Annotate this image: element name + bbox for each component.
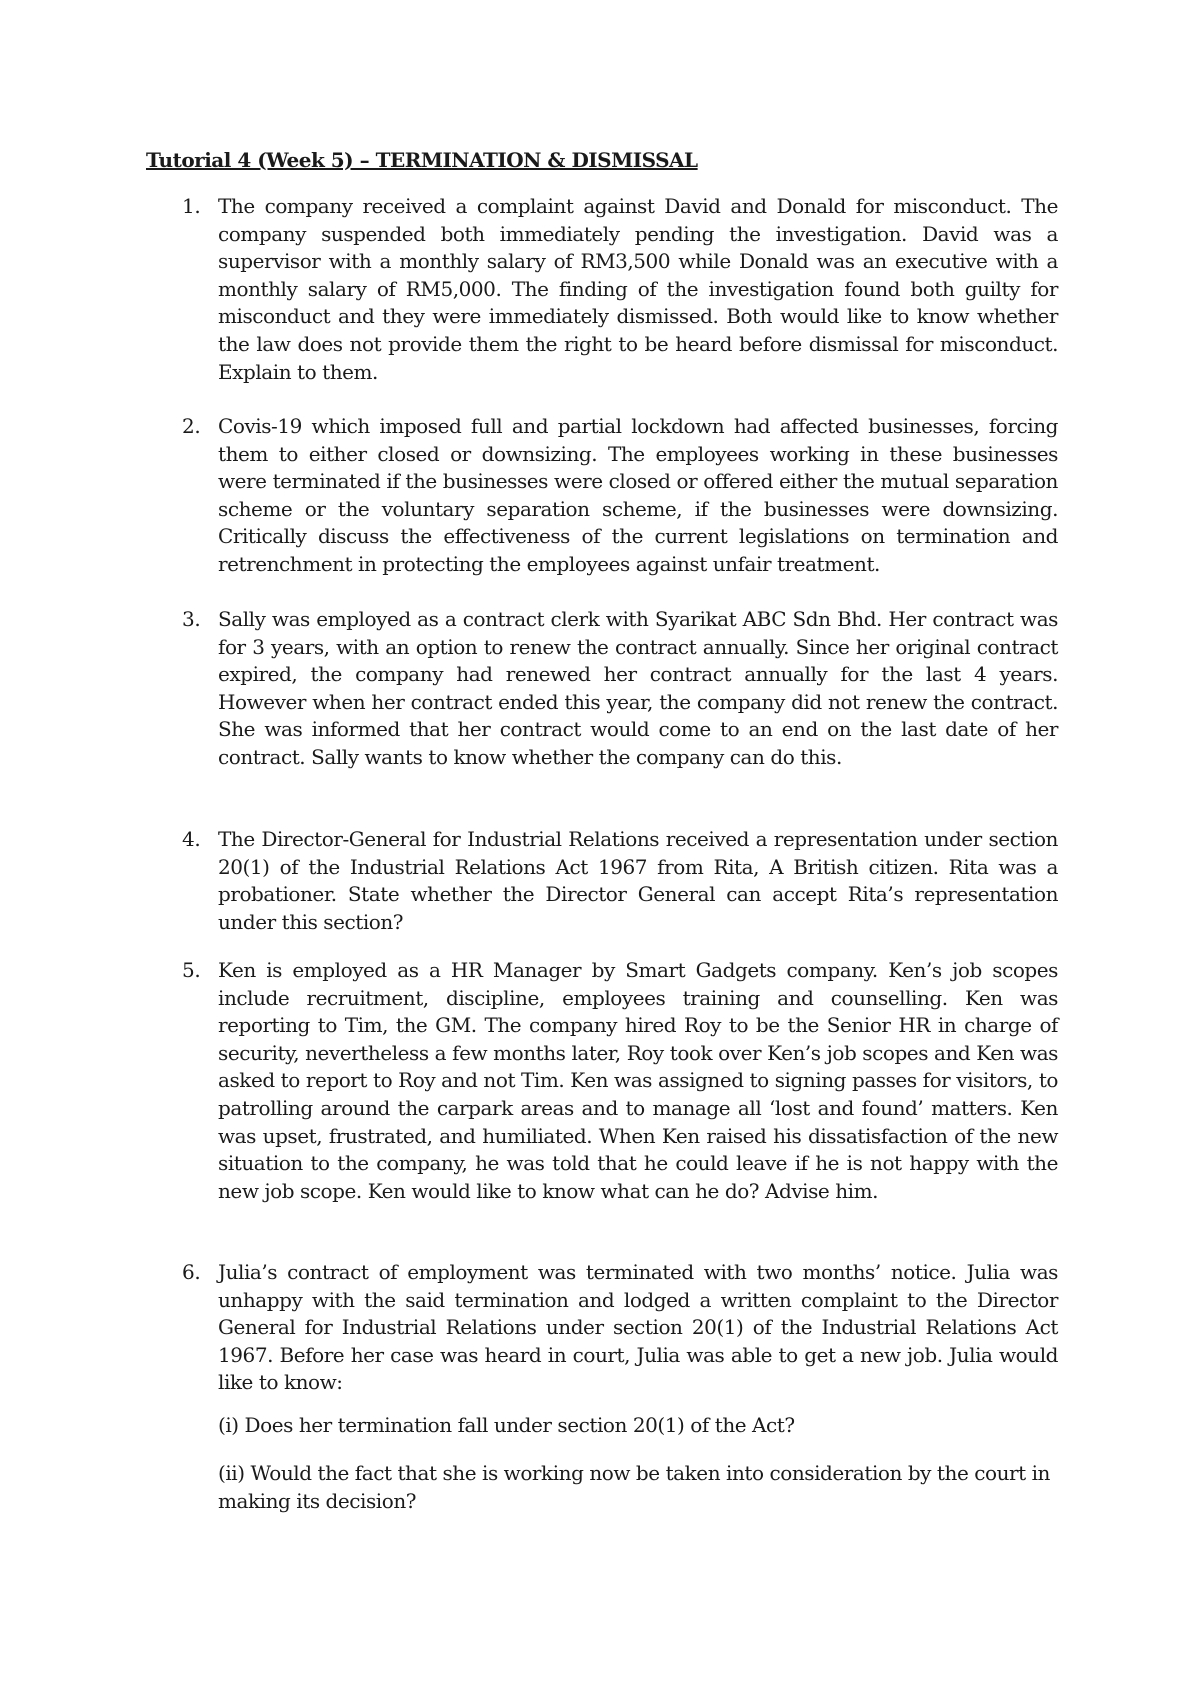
question-text: Sally was employed as a contract clerk with Syarikat ABC Sdn Bhd. Her contract was for 3 years, with an option to renew the contract annually. Since her original contract expired, the company had renewed her contract annually for the last 4 years. However when her contract ended this year, the company did not renew the contract. She was informed that her contract would come to an end on the last date of her contract. Sally wants to know whether the company can do this.	[218, 607, 1058, 769]
question-number: 4.	[182, 827, 201, 851]
question-text: Julia’s contract of employment was terminated with two months’ notice. Julia was unhappy with the said termination and lodged a written complaint to the Director General for Industrial Relations under section 20(1) of the Industrial Relations Act 1967. Before her case was heard in court, Julia was able to get a new job. Julia would like to know:	[218, 1260, 1058, 1395]
sub-question-ii: (ii) Would the fact that she is working now be taken into consideration by the court in making its decision?	[218, 1461, 1050, 1513]
page-title: Tutorial 4 (Week 5) – TERMINATION & DISMISSAL	[146, 148, 698, 172]
sub-question-i: (i) Does her termination fall under section 20(1) of the Act?	[218, 1413, 795, 1437]
question-text: Ken is employed as a HR Manager by Smart Gadgets company. Ken’s job scopes include recruitment, discipline, employees training and counselling. Ken was reporting to Tim, the GM. The company hired Roy to be the Senior HR in charge of security, nevertheless a few months later, Roy took over Ken’s job scopes and Ken was asked to report to Roy and not Tim. Ken was assigned to signing passes for visitors, to patrolling around the carpark areas and to manage all ‘lost and found’ matters. Ken was upset, frustrated, and humiliated. When Ken raised his dissatisfaction of the new situation to the company, he was told that he could leave if he is not happy with the new job scope. Ken would like to know what can he do? Advise him.	[218, 958, 1058, 1203]
question-number: 3.	[182, 607, 201, 631]
question-number: 1.	[182, 194, 201, 218]
question-number: 6.	[182, 1260, 201, 1284]
question-number: 2.	[182, 414, 201, 438]
question-text: Covis-19 which imposed full and partial lockdown had affected businesses, forcing them to either closed or downsizing. The employees working in these businesses were terminated if the businesses were closed or offered either the mutual separation scheme or the voluntary separation scheme, if the businesses were downsizing. Critically discuss the effectiveness of the current legislations on termination and retrenchment in protecting the employees against unfair treatment.	[218, 414, 1058, 576]
question-text: The company received a complaint against David and Donald for misconduct. The company suspended both immediately pending the investigation. David was a supervisor with a monthly salary of RM3,500 while Donald was an executive with a monthly salary of RM5,000. The finding of the investigation found both guilty for misconduct and they were immediately dismissed. Both would like to know whether the law does not provide them the right to be heard before dismissal for misconduct. Explain to them.	[218, 194, 1058, 384]
question-number: 5.	[182, 958, 201, 982]
question-text: The Director-General for Industrial Relations received a representation under section 20(1) of the Industrial Relations Act 1967 from Rita, A British citizen. Rita was a probationer. State whether the Director General can accept Rita’s representation under this section?	[218, 827, 1058, 934]
